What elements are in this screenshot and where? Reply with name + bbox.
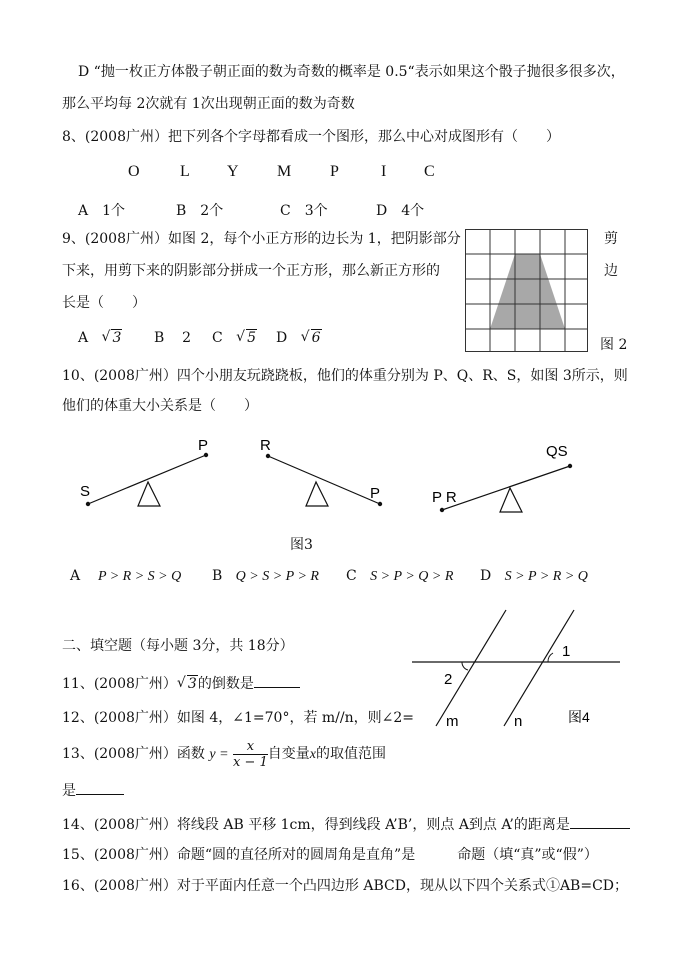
- q12: 12、(2008广州）如图 4，∠1=70°，若 m//n，则∠2=: [62, 710, 414, 726]
- q8-letters: [0, 162, 688, 184]
- q11-answer-blank[interactable]: [254, 687, 300, 688]
- angle-1-label: 1: [562, 643, 571, 660]
- q9-option-a: [78, 330, 122, 346]
- seesaw-1-right-label: P: [198, 437, 209, 454]
- seesaw-2-right-label: P: [370, 485, 381, 502]
- q15: 15、(2008广州）命题“圆的直径所对的圆周角是直角”是 命题（填“真”或“假”）: [62, 847, 598, 863]
- angle-2-label: 2: [444, 671, 453, 688]
- q11-suffix: 的倒数是: [197, 676, 254, 692]
- option-expr: Q > S > P > R: [235, 569, 319, 584]
- letter: Y: [227, 163, 239, 180]
- q13-suffix: 自变量: [267, 746, 310, 762]
- q9-option-b: [154, 330, 191, 346]
- q8-option-b: B 2个: [176, 203, 224, 219]
- radicand: 5: [247, 330, 256, 346]
- q8-stem: 8、(2008广州）把下列各个字母都看成一个图形，那么中心对成图形有（ ）: [62, 129, 560, 145]
- q11: [62, 674, 300, 694]
- q10-option-d: [480, 568, 588, 585]
- figure-3-label: 图3: [290, 537, 313, 553]
- q9-line2: 下来，用剪下来的阴影部分拼成一个正方形，那么新正方形的: [62, 263, 440, 279]
- option-expr: P > R > S > Q: [97, 569, 182, 584]
- angle-1-arc: [548, 653, 553, 662]
- shaded-trapezoid: [490, 254, 565, 329]
- letter: C: [424, 163, 435, 180]
- fraction: [233, 739, 268, 770]
- q13-prefix: 13、(2008广州）函数: [62, 746, 205, 762]
- radicand: 3: [187, 676, 197, 692]
- q13: [62, 738, 386, 771]
- q8-option-d: D 4个: [376, 203, 425, 219]
- q14-text: 14、(2008广州）将线段 AB 平移 1cm，得到线段 A’B’，则点 A到点 A’的距离是: [62, 817, 570, 833]
- q10-option-c: [346, 568, 453, 585]
- option-letter: B: [212, 568, 223, 584]
- seesaw-3-right-label: QS: [546, 443, 568, 460]
- letter: I: [381, 163, 387, 180]
- option-letter: D: [276, 330, 288, 346]
- option-letter: D: [480, 568, 492, 584]
- q16: 16、(2008广州）对于平面内任意一个凸四边形 ABCD，现从以下四个关系式①AB=CD；: [62, 878, 629, 894]
- figure-3-seesaws: [70, 430, 630, 520]
- option-letter: C: [212, 330, 223, 346]
- denominator: x − 1: [232, 754, 268, 770]
- seesaw-2-left-label: R: [260, 437, 271, 454]
- q13-line2-text: 是: [62, 783, 76, 799]
- q7-option-d-line1: D “抛一枚正方体骰子朝正面的数为奇数的概率是 0.5“表示如果这个骰子抛很多很多次，: [78, 64, 625, 80]
- q13-line2: [62, 781, 124, 801]
- q13-answer-blank[interactable]: [76, 794, 124, 795]
- function-lhs: y =: [209, 747, 229, 762]
- option-letter: A: [78, 330, 89, 346]
- letter: M: [277, 163, 292, 180]
- option-expr: S > P > Q > R: [370, 569, 454, 584]
- seesaw-1: [80, 437, 208, 506]
- q9-line2-tail: 边: [604, 263, 618, 279]
- q14-answer-blank[interactable]: [570, 828, 630, 829]
- line-m: [436, 610, 506, 726]
- line-n-label: n: [514, 713, 523, 730]
- q9-line1-tail: 剪: [604, 231, 618, 247]
- seesaw-1-left-label: S: [80, 483, 91, 500]
- q10-option-a: [70, 568, 181, 585]
- seesaw-2: [260, 437, 382, 506]
- q13-suffix2: 的取值范围: [315, 746, 386, 762]
- option-letter: B: [154, 330, 165, 346]
- variable: x: [309, 747, 316, 762]
- radicand: 6: [311, 330, 321, 346]
- radicand: 3: [112, 330, 122, 346]
- seesaw-3-left-label: P R: [432, 489, 457, 506]
- angle-2-arc: [462, 662, 468, 670]
- figure-4-parallel-lines: [408, 604, 628, 734]
- letter: P: [330, 163, 339, 180]
- letter: L: [180, 163, 190, 180]
- figure-2-label: 图 2: [600, 337, 628, 353]
- q8-option-c: C 3个: [280, 203, 328, 219]
- figure-4-label: 图4: [568, 709, 590, 725]
- q10-line2: 他们的体重大小关系是（ ）: [62, 398, 258, 414]
- numerator: x: [233, 739, 268, 755]
- q10-option-b: [212, 568, 319, 585]
- q9-line3: 长是（ ）: [62, 295, 146, 311]
- option-letter: C: [346, 568, 357, 584]
- q10-line1: 10、(2008广州）四个小朋友玩跷跷板，他们的体重分别为 P、Q、R、S，如图 3所示，则: [62, 368, 628, 384]
- q9-line1: 9、(2008广州）如图 2，每个小正方形的边长为 1，把阴影部分: [62, 231, 461, 247]
- q8-option-a: A 1个: [78, 203, 126, 219]
- option-letter: A: [70, 568, 81, 584]
- option-value: 2: [182, 330, 192, 346]
- q9-option-d: [276, 330, 322, 346]
- letter: O: [128, 163, 140, 180]
- q14: [62, 815, 630, 835]
- line-n: [504, 610, 574, 726]
- q11-prefix: 11、(2008广州）: [62, 676, 177, 692]
- seesaw-3: [432, 443, 572, 512]
- q7-option-d-line2: 那么平均每 2次就有 1次出现朝正面的数为奇数: [62, 96, 355, 112]
- figure-2-grid: [465, 229, 589, 353]
- q9-option-c: [212, 330, 257, 346]
- line-m-label: m: [446, 713, 459, 730]
- section-2-heading: 二、填空题（每小题 3分，共 18分）: [62, 638, 294, 654]
- option-expr: S > P > R > Q: [504, 569, 588, 584]
